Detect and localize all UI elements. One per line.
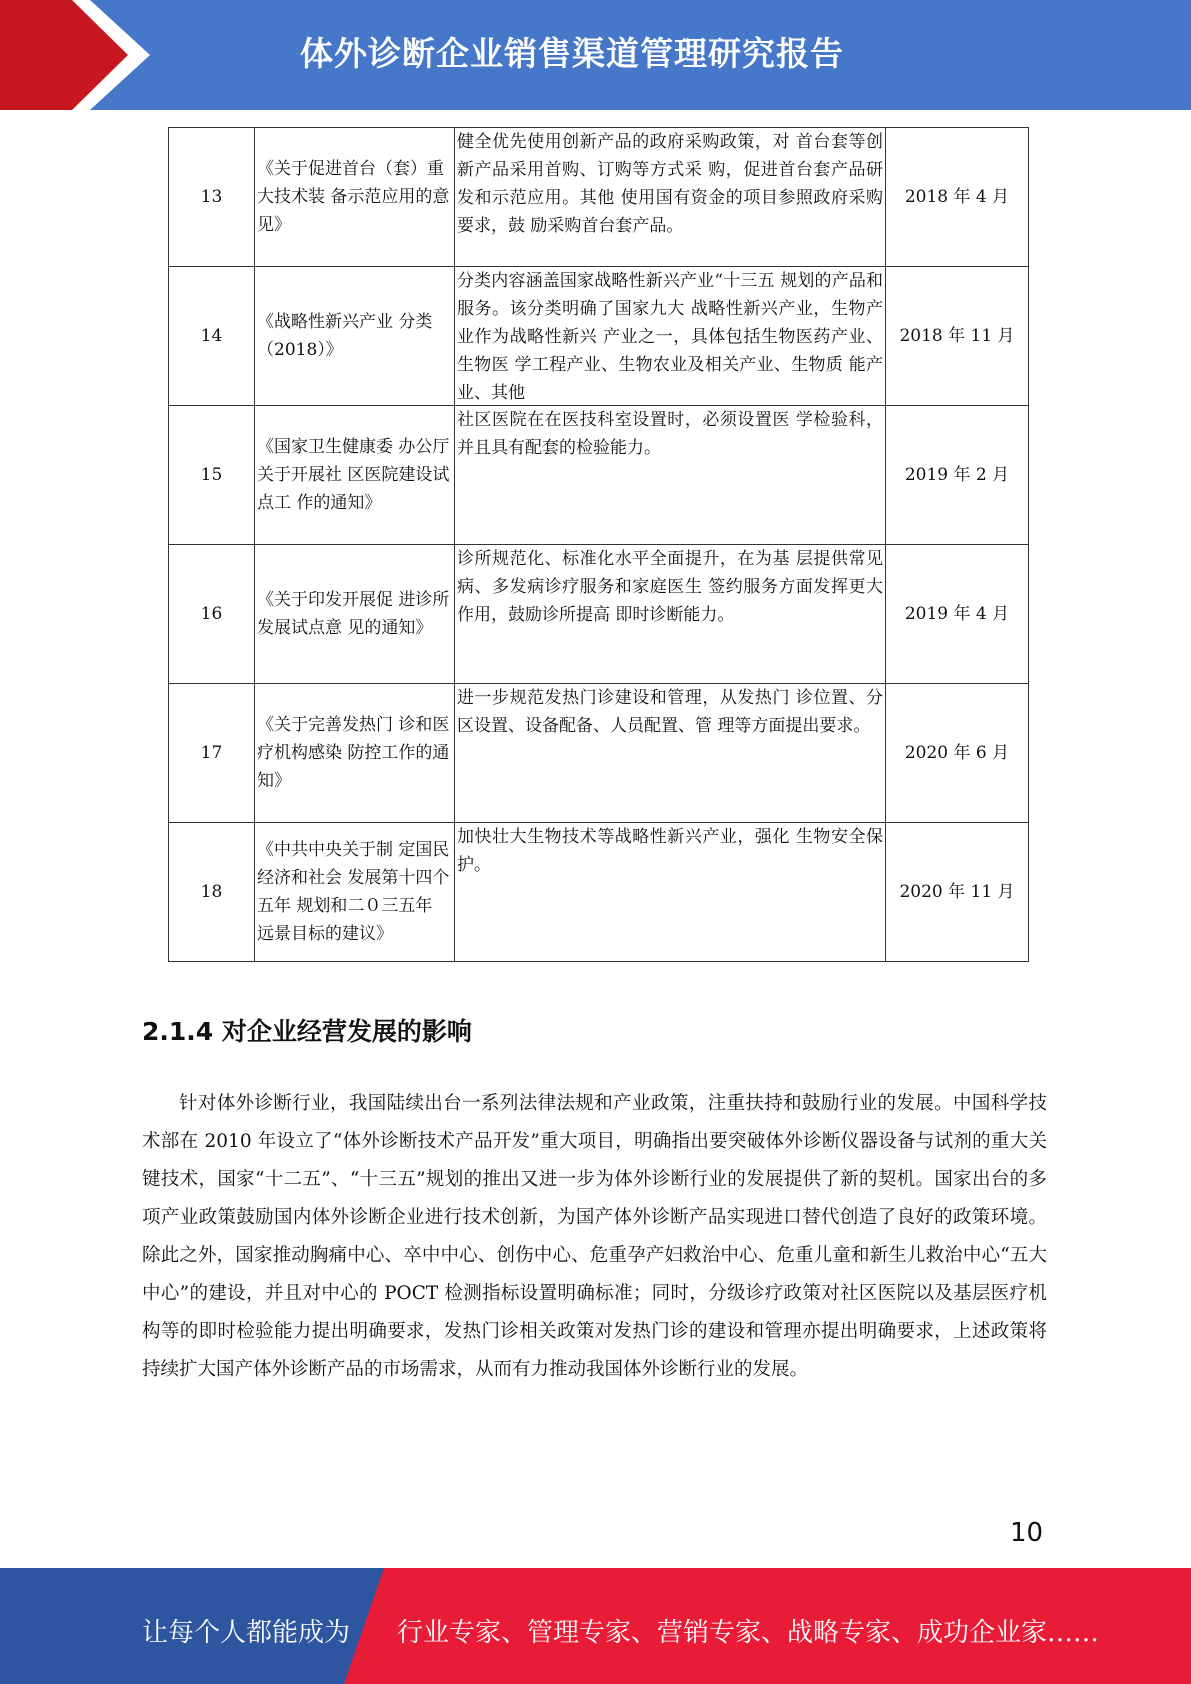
- table-row: [169, 545, 1029, 684]
- row-number: 14: [169, 267, 255, 406]
- row-number: 18: [169, 823, 255, 962]
- section-heading: 2.1.4 对企业经营发展的影响: [142, 1017, 472, 1046]
- policy-name-text: 《战略性新兴产业 分类（2018）》: [257, 312, 433, 360]
- policy-date: 2020 年 6 月: [886, 684, 1029, 823]
- policy-name-text: 《中共中央关于制 定国民经济和社会 发展第十四个五年 规划和二０三五年 远景目标的建议》: [257, 840, 450, 944]
- policy-description: [455, 684, 886, 823]
- policy-description-text: 社区医院在在医技科室设置时，必须设置医 学检验科，并且具有配套的检验能力。: [457, 410, 883, 458]
- row-number: 13: [169, 128, 255, 267]
- policy-name-text: 《国家卫生健康委 办公厅关于开展社 区医院建设试点工 作的通知》: [257, 437, 450, 513]
- policy-name: [255, 406, 455, 545]
- policy-description: [455, 406, 886, 545]
- table-row: [169, 684, 1029, 823]
- footer-slogan-right: 行业专家、管理专家、营销专家、战略专家、成功企业家……: [397, 1618, 1100, 1648]
- policy-date: 2019 年 4 月: [886, 545, 1029, 684]
- policy-description-text: 健全优先使用创新产品的政府采购政策，对 首台套等创新产品采用首购、订购等方式采 购，促进首台套产品研发和示范应用。其他 使用国有资金的项目参照政府采购要求，鼓 励采购首台套产品。: [457, 132, 883, 236]
- policy-date: 2018 年 4 月: [886, 128, 1029, 267]
- page-header: [0, 0, 1191, 110]
- policy-name-text: 《关于完善发热门 诊和医疗机构感染 防控工作的通知》: [257, 715, 450, 791]
- row-number: 17: [169, 684, 255, 823]
- table-row: [169, 267, 1029, 406]
- row-number: 15: [169, 406, 255, 545]
- policy-description: [455, 823, 886, 962]
- report-title: 体外诊断企业销售渠道管理研究报告: [300, 34, 844, 73]
- policy-description: [455, 545, 886, 684]
- page-number: 10: [1010, 1518, 1044, 1548]
- body-paragraph: 针对体外诊断行业，我国陆续出台一系列法律法规和产业政策，注重扶持和鼓励行业的发展。中国科学技术部在 2010 年设立了“体外诊断技术产品开发”重大项目，明确指出要突破体外诊断仪器设备与试剂的重大关键技术，国家“十二五”、“十三五”规划的推出又进一步为体外诊断行业的发展提供了新的契机。国家出台的多项产业政策鼓励国内体外诊断企业进行技术创新，为国产体外诊断产品实现进口替代创造了良好的政策环境。除此之外，国家推动胸痛中心、卒中中心、创伤中心、危重孕产妇救治中心、危重儿童和新生儿救治中心“五大中心”的建设，并且对中心的 POCT 检测指标设置明确标准；同时，分级诊疗政策对社区医院以及基层医疗机构等的即时检验能力提出明确要求，发热门诊相关政策对发热门诊的建设和管理亦提出明确要求，上述政策将持续扩大国产体外诊断产品的市场需求，从而有力推动我国体外诊断行业的发展。: [142, 1093, 1047, 1380]
- policy-description-text: 诊所规范化、标准化水平全面提升，在为基 层提供常见病、多发病诊疗服务和家庭医生 签约服务方面发挥更大作用，鼓励诊所提高 即时诊断能力。: [457, 549, 883, 625]
- table-row: [169, 823, 1029, 962]
- policy-date: 2018 年 11 月: [886, 267, 1029, 406]
- policy-name: [255, 684, 455, 823]
- policy-date: 2020 年 11 月: [886, 823, 1029, 962]
- policy-name: [255, 823, 455, 962]
- policy-description-text: 加快壮大生物技术等战略性新兴产业，强化 生物安全保护。: [457, 827, 883, 875]
- policy-date: 2019 年 2 月: [886, 406, 1029, 545]
- policy-description-text: 进一步规范发热门诊建设和管理，从发热门 诊位置、分区设置、设备配备、人员配置、管 理等方面提出要求。: [457, 688, 883, 736]
- footer-slogan-left: 让每个人都能成为: [142, 1618, 351, 1648]
- row-number: 16: [169, 545, 255, 684]
- table-row: [169, 406, 1029, 545]
- policy-name: [255, 267, 455, 406]
- table-row: [169, 128, 1029, 267]
- policy-description: [455, 267, 886, 406]
- policy-description-text: 分类内容涵盖国家战略性新兴产业“十三五 规划的产品和服务。该分类明确了国家九大 战略性新兴产业，生物产业作为战略性新兴 产业之一，具体包括生物医药产业、生物医 学工程产业、生物农业及相关产业、生物质 能产业、其他: [457, 271, 883, 403]
- policy-name: [255, 545, 455, 684]
- policy-name: [255, 128, 455, 267]
- header-red-chevron: [0, 0, 160, 110]
- policy-description: [455, 128, 886, 267]
- policy-table: [168, 127, 1029, 962]
- policy-name-text: 《关于促进首台（套）重大技术装 备示范应用的意 见》: [257, 159, 450, 235]
- policy-name-text: 《关于印发开展促 进诊所发展试点意 见的通知》: [257, 590, 450, 638]
